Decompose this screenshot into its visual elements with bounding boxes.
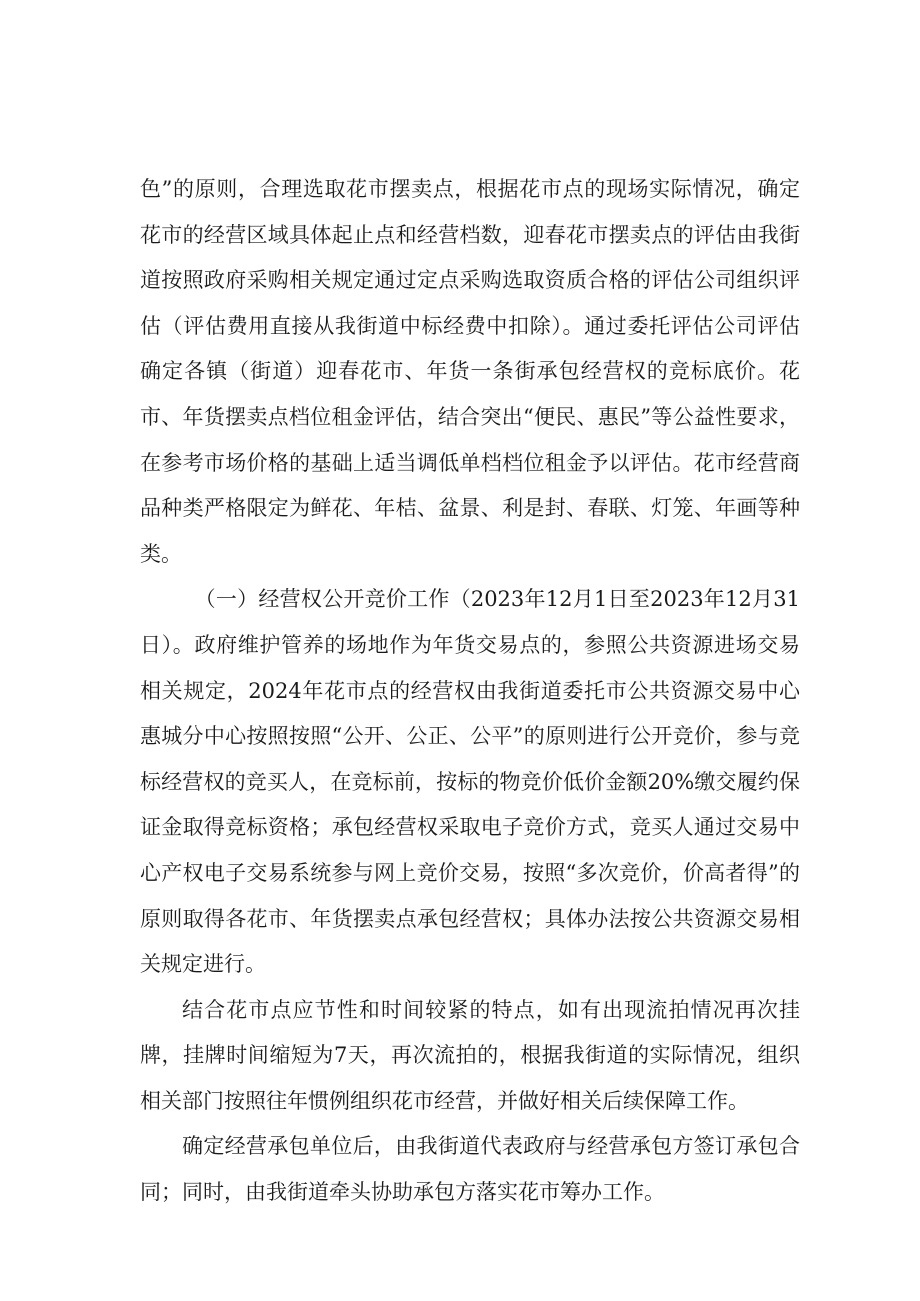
paragraph-evaluation: 色”的原则，合理选取花市摆卖点，根据花市点的现场实际情况，确定花市的经营区域具体起止点和经营档数，迎春花市摆卖点的评估由我街道按照政府采购相关规定通过定点采购选取资质合格的评估公司组织评估（评估费用直接从我街道中标经费中扣除）。通过委托评估公司评估确定各镇（街道）迎春花市、年货一条街承包经营权的竞标底价。花市、年货摆卖点档位租金评估，结合突出“便民、惠民”等公益性要求，在参考市场价格的基础上适当调低单档档位租金予以评估。花市经营商品种类严格限定为鲜花、年桔、盆景、利是封、春联、灯笼、年画等种类。 bbox=[140, 177, 800, 566]
paragraph-contract: 确定经营承包单位后，由我街道代表政府与经营承包方签订承包合同；同时，由我街道牵头协助承包方落实花市筹办工作。 bbox=[140, 1134, 800, 1205]
paragraph-failed-auction: 结合花市点应节性和时间较紧的特点，如有出现流拍情况再次挂牌，挂牌时间缩短为7天，再次流拍的，根据我街道的实际情况，组织相关部门按照往年惯例组织花市经营，并做好相关后续保障工作。 bbox=[140, 997, 800, 1113]
paragraph-bidding: （一）经营权公开竞价工作（2023年12月1日至2023年12月31日）。政府维护管养的场地作为年货交易点的，参照公共资源进场交易相关规定，2024年花市点的经营权由我街道委托市公共资源交易中心惠城分中心按照按照“公开、公正、公平”的原则进行公开竞价，参与竞标经营权的竞买人，在竞标前，按标的物竞价低价金额20%缴交履约保证金取得竞标资格；承包经营权采取电子竞价方式，竞买人通过交易中心产权电子交易系统参与网上竞价交易，按照“多次竞价，价高者得”的原则取得各花市、年货摆卖点承包经营权；具体办法按公共资源交易相关规定进行。 bbox=[140, 587, 800, 977]
document-body bbox=[140, 167, 800, 1216]
